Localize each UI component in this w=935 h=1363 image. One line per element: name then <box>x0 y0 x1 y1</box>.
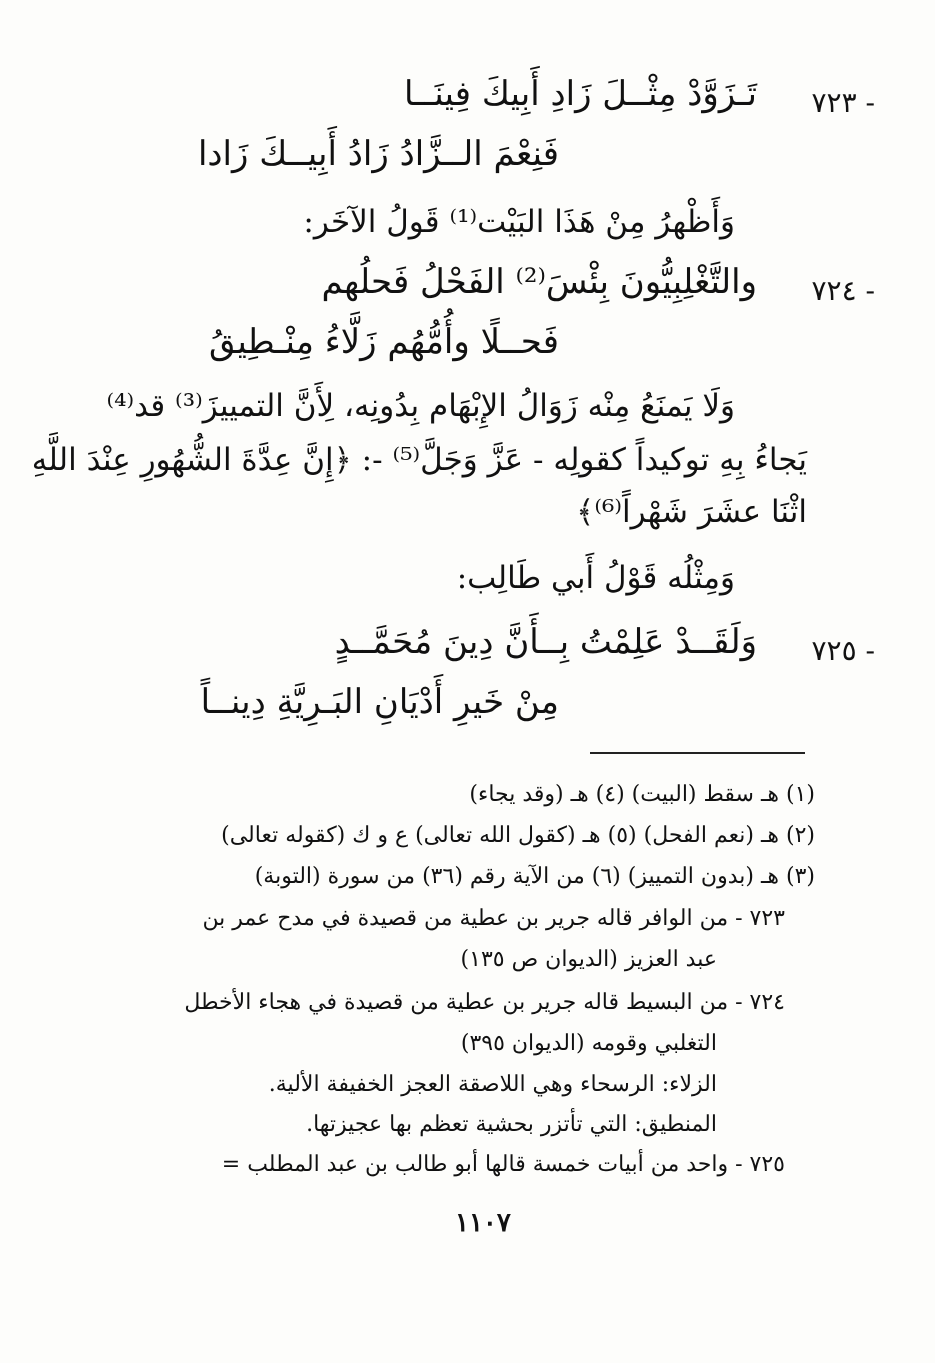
footnote-variants-line-2: (٢) هـ (نعم الفحل) (٥) هـ (كقول الله تعالى) ع و ك (كقوله تعالى) <box>221 823 815 848</box>
page-number: ١١٠٧ <box>455 1208 511 1238</box>
prose-paragraph-line-1: وَلَا يَمنَعُ مِنْه زَوَالُ الإِبْهَام بِدُونِه، لِأَنَّ التمييزَ⁽³⁾ قد⁽⁴⁾ <box>106 388 735 424</box>
prose-paragraph-line-3: اثْنَا عشَرَ شَهْراً⁽⁶⁾﴾ <box>576 494 807 530</box>
footnote-note-723-line-1: ٧٢٣ - من الوافر قاله جرير بن عطية من قصيدة في مدح عمر بن <box>202 906 785 931</box>
footnote-note-724-line-1: ٧٢٤ - من البسيط قاله جرير بن عطية من قصيدة في هجاء الأخطل <box>184 990 785 1015</box>
footnote-gloss-mintiq: المنطيق: التي تأتزر بحشية تعظم بها عجيزتها. <box>306 1112 717 1137</box>
verse-number-725: ٧٢٥ - <box>811 634 875 667</box>
footnote-note-724-line-2: التغلبي وقومه (الديوان ٣٩٥) <box>460 1031 717 1056</box>
prose-paragraph-line-2: يَجاءُ بِهِ توكيداً كقولِه - عَزَّ وَجَلَّ⁽⁵⁾ -: ﴿إِنَّ عِدَّةَ الشُّهُورِ عِنْدَ اللَّهِ <box>31 442 807 478</box>
footnote-note-725: ٧٢٥ - واحد من أبيات خمسة قالها أبو طالب بن عبد المطلب = <box>221 1152 785 1177</box>
verse-723-hemistich-1: تَـزَوَّدْ مِثْــلَ زَادِ أَبِيكَ فِينَــا <box>404 74 757 114</box>
verse-number-723: ٧٢٣ - <box>811 86 875 119</box>
verse-724-hemistich-2: فَحــلًا وأُمُّهُم زَلَّاءُ مِنْـطِيقُ <box>209 322 559 362</box>
prose-line-1: وَأَظْهرُ مِنْ هَذَا البَيْت⁽¹⁾ قَولُ الآخَر: <box>303 204 735 240</box>
verse-number-724: ٧٢٤ - <box>811 274 875 307</box>
verse-724-hemistich-1: والتَّغْلِبِيُّونَ بِئْسَ⁽²⁾ الفَحْلُ فَحلُهم <box>321 262 757 302</box>
footnote-separator <box>590 752 805 754</box>
footnote-variants-line-3: (٣) هـ (بدون التمييز) (٦) من الآية رقم (٣٦) من سورة (التوبة) <box>254 864 815 889</box>
verse-723-hemistich-2: فَنِعْمَ الــزَّادُ زَادُ أَبِيــكَ زَادا <box>197 134 559 174</box>
verse-725-hemistich-2: مِنْ خَيرِ أَدْيَانِ البَـرِيَّةِ دِينــاً <box>200 682 559 722</box>
footnote-variants-line-1: (١) هـ سقط (البيت) (٤) هـ (وقد يجاء) <box>469 782 815 807</box>
prose-line-3: وَمِثْلُه قَوْلُ أَبي طَالِب: <box>456 560 735 596</box>
footnote-note-723-line-2: عبد العزيز (الديوان ص ١٣٥) <box>460 947 717 972</box>
footnote-gloss-zallaa: الزلاء: الرسحاء وهي اللاصقة العجز الخفيفة الألية. <box>268 1072 717 1097</box>
verse-725-hemistich-1: وَلَقَــدْ عَلِمْتُ بِــأَنَّ دِينَ مُحَمَّــدٍ <box>334 622 757 662</box>
